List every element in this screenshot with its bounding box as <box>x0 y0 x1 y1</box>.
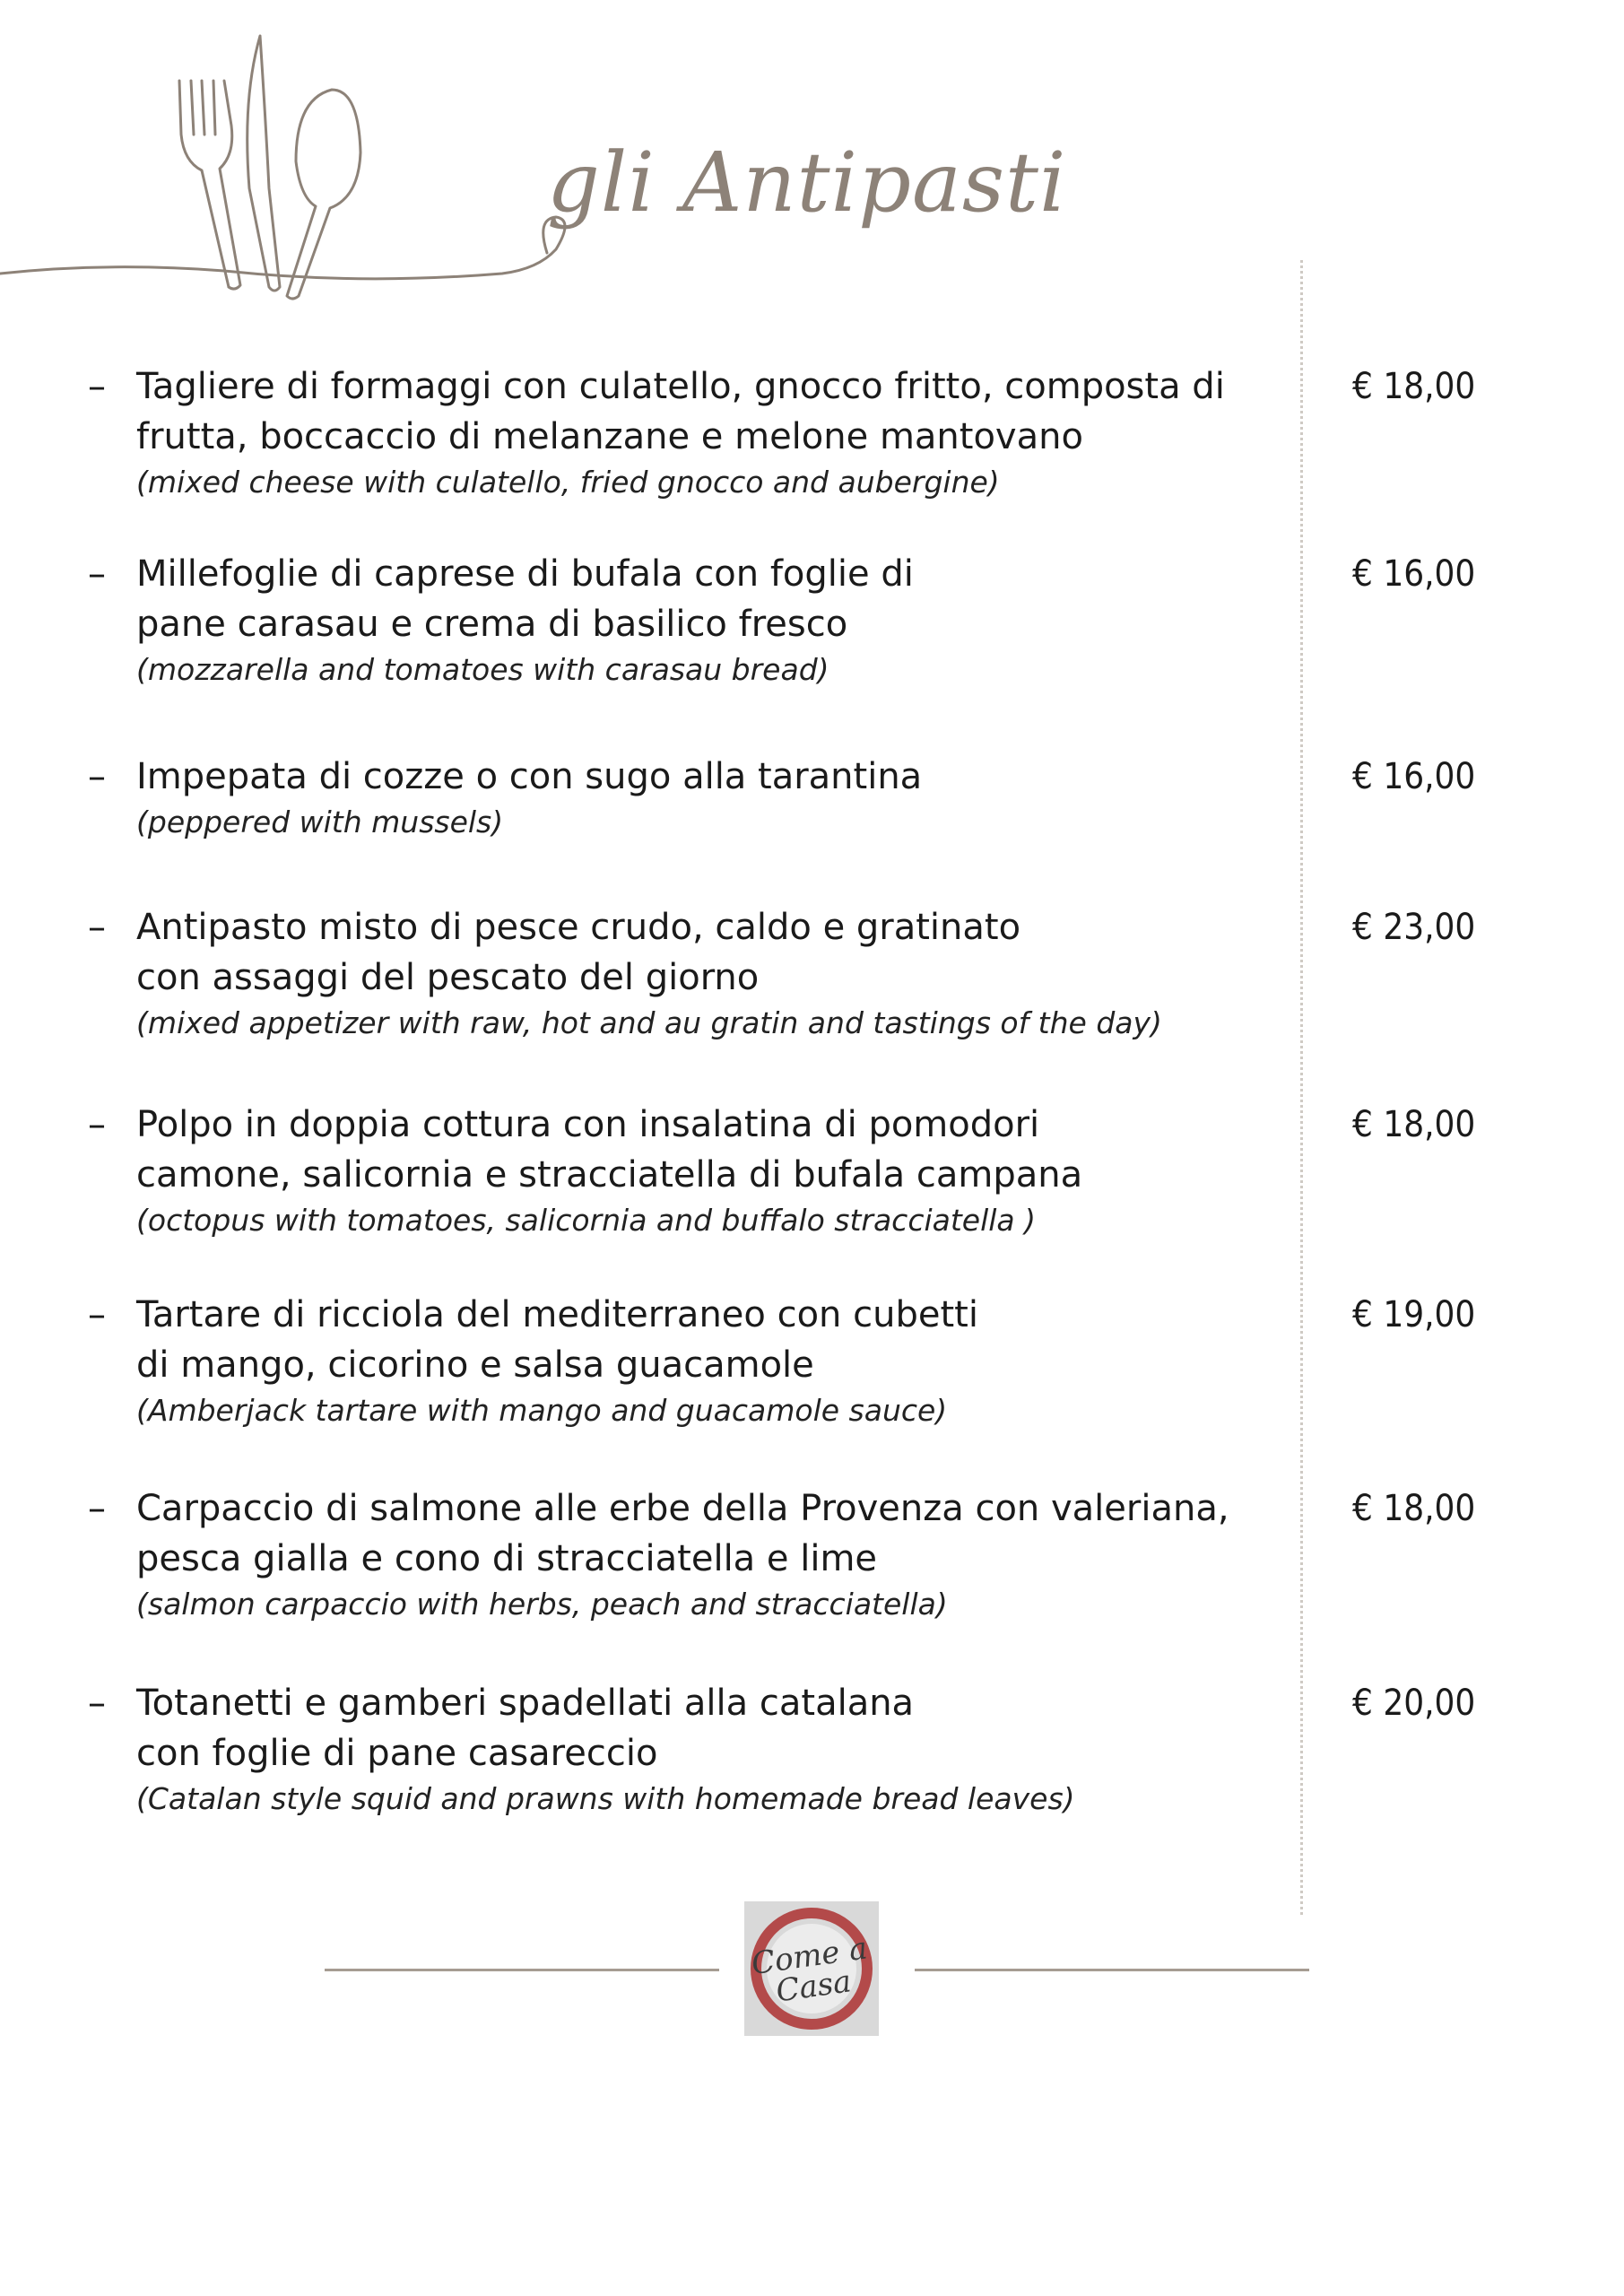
dish-price: € 20,00 <box>1352 1683 1476 1724</box>
dish-name <box>136 1483 1266 1625</box>
dish-description: (mixed appetizer with raw, hot and au gratin and tastings of the day) <box>136 1005 1162 1040</box>
bullet-dash: – <box>88 756 106 797</box>
dish-price: € 16,00 <box>1352 553 1476 595</box>
dish-price: € 19,00 <box>1352 1294 1476 1335</box>
dish-name <box>136 1290 1266 1431</box>
dish-description: (mozzarella and tomatoes with carasau bread) <box>136 652 829 687</box>
dish-name <box>136 752 1266 843</box>
dish-name-text: Carpaccio di salmone alle erbe della Provenza con valeriana, pesca gialla e cono di stracciatella e lime <box>136 1488 1229 1579</box>
dish-name-text: Totanetti e gamberi spadellati alla catalana con foglie di pane casareccio <box>136 1683 915 1774</box>
dish-description: (Amberjack tartare with mango and guacamole sauce) <box>136 1393 948 1428</box>
dish-name-text: Millefoglie di caprese di bufala con foglie di pane carasau e crema di basilico fresco <box>136 553 914 645</box>
dish-price: € 18,00 <box>1352 1488 1476 1529</box>
footer-rule-left <box>325 1969 719 1971</box>
dish-price: € 18,00 <box>1352 366 1476 407</box>
dish-name-text: Impepata di cozze o con sugo alla tarantina <box>136 756 923 797</box>
dish-price: € 16,00 <box>1352 756 1476 797</box>
restaurant-logo <box>744 1901 879 2036</box>
bullet-dash: – <box>88 366 106 407</box>
dish-name-text: Antipasto misto di pesce crudo, caldo e gratinato con assaggi del pescato del giorno <box>136 907 1021 998</box>
dish-description: (octopus with tomatoes, salicornia and buffalo stracciatella ) <box>136 1203 1037 1238</box>
dish-name <box>136 361 1266 503</box>
bullet-dash: – <box>88 1294 106 1335</box>
dish-name <box>136 1678 1266 1820</box>
page-title: gli Antipasti <box>547 135 1067 230</box>
dish-description: (salmon carpaccio with herbs, peach and stracciatella) <box>136 1587 948 1622</box>
dish-price: € 23,00 <box>1352 907 1476 948</box>
dish-name-text: Polpo in doppia cottura con insalatina di pomodori camone, salicornia e stracciatella di bufala campana <box>136 1104 1083 1196</box>
dish-description: (Catalan style squid and prawns with homemade bread leaves) <box>136 1781 1075 1816</box>
dish-name-text: Tagliere di formaggi con culatello, gnocco fritto, composta di frutta, boccaccio di melanzane e melone mantovano <box>136 366 1225 457</box>
dish-name <box>136 902 1266 1044</box>
dish-description: (mixed cheese with culatello, fried gnocco and aubergine) <box>136 465 1000 500</box>
dish-name-text: Tartare di ricciola del mediterraneo con cubetti di mango, cicorino e salsa guacamole <box>136 1294 978 1386</box>
bullet-dash: – <box>88 1104 106 1145</box>
logo-name: Come a Casa <box>749 1930 870 2010</box>
dish-description: (peppered with mussels) <box>136 804 504 839</box>
dish-name <box>136 549 1266 691</box>
bullet-dash: – <box>88 1683 106 1724</box>
dish-price: € 18,00 <box>1352 1104 1476 1145</box>
bullet-dash: – <box>88 907 106 948</box>
dish-name <box>136 1100 1266 1241</box>
bullet-dash: – <box>88 553 106 595</box>
bullet-dash: – <box>88 1488 106 1529</box>
footer-rule-right <box>915 1969 1309 1971</box>
